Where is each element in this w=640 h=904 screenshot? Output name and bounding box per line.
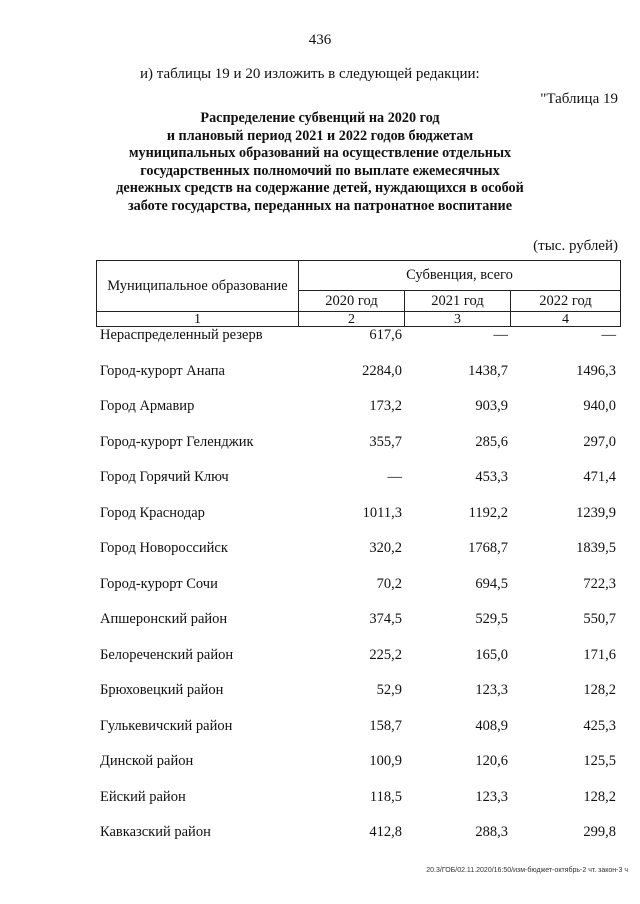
table-row [96,676,620,712]
table-row [96,428,620,464]
unit-label: (тыс. рублей) [533,238,618,254]
table-header [96,260,621,327]
value-2021: 529,5 [475,611,508,627]
column-number: 4 [511,312,621,327]
municipality-name: Белореченский район [100,646,234,663]
value-2021: 408,9 [475,717,508,734]
table-row [96,357,620,393]
municipality-name: Город Армавир [100,398,195,414]
municipality-name: Ейский район [100,788,186,805]
value-2020: 617,6 [369,327,402,343]
value-2020: 320,2 [369,540,402,556]
value-2022: 297,0 [583,433,616,450]
table-row [96,463,620,499]
value-2022: — [601,327,616,343]
table-row [96,534,620,570]
value-2021: 903,9 [475,398,508,414]
value-2021: 123,3 [475,788,508,805]
value-2021: 288,3 [475,824,508,840]
value-2020: 158,7 [369,717,402,734]
value-2021: 1768,7 [468,540,508,556]
table-reference: "Таблица 19 [540,91,618,107]
table-body [96,321,620,854]
municipality-name: Город-курорт Геленджик [100,433,254,450]
year-header-2022: 2022 год [511,291,621,312]
value-2020: 374,5 [369,611,402,627]
municipality-name: Апшеронский район [100,611,228,627]
value-2021: 453,3 [475,469,508,485]
municipality-name: Город Краснодар [100,504,205,521]
title-line: денежных средств на содержание детей, нуждающихся в особой [116,180,524,197]
municipality-name: Динской район [100,753,194,769]
table-row [96,747,620,783]
value-2022: 471,4 [583,469,616,485]
value-2021: — [493,327,508,343]
table-row [96,641,620,677]
value-2020: 225,2 [369,646,402,663]
intro-text: и) таблицы 19 и 20 изложить в следующей редакции: [140,66,480,82]
value-2020: 118,5 [369,788,402,805]
table-row [96,570,620,606]
value-2020: 1011,3 [362,504,402,521]
value-2022: 299,8 [583,824,616,840]
municipality-name: Город-курорт Анапа [100,362,225,379]
municipality-name: Город Горячий Ключ [100,469,229,485]
value-2022: 425,3 [583,717,616,734]
column-number: 2 [299,312,405,327]
value-2022: 128,2 [583,682,616,698]
municipality-name: Гулькевичский район [100,717,233,734]
value-2022: 1239,9 [576,504,616,521]
value-2022: 940,0 [583,398,616,414]
value-2021: 1192,2 [468,504,508,521]
value-2020: 52,9 [376,682,402,698]
municipality-name: Кавказский район [100,824,211,840]
title-line: заботе государства, переданных на патронатное воспитание [127,197,512,214]
title-line: Распределение субвенций на 2020 год [200,110,440,126]
value-2022: 1839,5 [576,540,616,556]
value-2020: 173,2 [369,398,402,414]
value-2022: 128,2 [583,788,616,805]
value-2022: 125,5 [583,753,616,769]
municipality-name: Город-курорт Сочи [100,575,218,592]
subvention-header: Субвенция, всего [299,261,621,291]
table-row [96,321,620,357]
value-2020: 70,2 [376,575,402,592]
year-header-2020: 2020 год [299,291,405,312]
value-2022: 1496,3 [576,362,616,379]
value-2020: 100,9 [369,753,402,769]
value-2022: 722,3 [583,575,616,592]
table-row [96,392,620,428]
table-row [96,605,620,641]
municipality-name: Нераспределенный резерв [100,327,263,343]
value-2022: 171,6 [583,646,616,663]
value-2020: — [387,469,402,485]
document-footer: 20.3/ГОБ/02.11.2020/16:50/изм-бюджет-октябрь-2 чт. закон-3 ч [426,867,628,874]
value-2021: 285,6 [475,433,508,450]
municipality-header: Муниципальное образование [97,261,299,312]
value-2021: 694,5 [475,575,508,592]
value-2020: 2284,0 [362,362,402,379]
value-2020: 412,8 [369,824,402,840]
year-header-2021: 2021 год [405,291,511,312]
value-2021: 123,3 [475,682,508,698]
table-row [96,783,620,819]
value-2022: 550,7 [583,611,616,627]
table-row [96,499,620,535]
value-2020: 355,7 [369,433,402,450]
table-row [96,818,620,854]
column-number: 3 [405,312,511,327]
column-number: 1 [97,312,299,327]
value-2021: 1438,7 [468,362,508,379]
title-line: государственных полномочий по выплате ежемесячных [140,162,500,179]
value-2021: 165,0 [475,646,508,663]
municipality-name: Брюховецкий район [100,682,224,698]
title-line: и плановый период 2021 и 2022 годов бюджетам [166,127,474,144]
municipality-name: Город Новороссийск [100,540,228,556]
title-line: муниципальных образований на осуществление отдельных [128,145,512,162]
page-number: 436 [308,32,332,48]
table-row [96,712,620,748]
table-title [60,110,580,216]
value-2021: 120,6 [475,753,508,769]
